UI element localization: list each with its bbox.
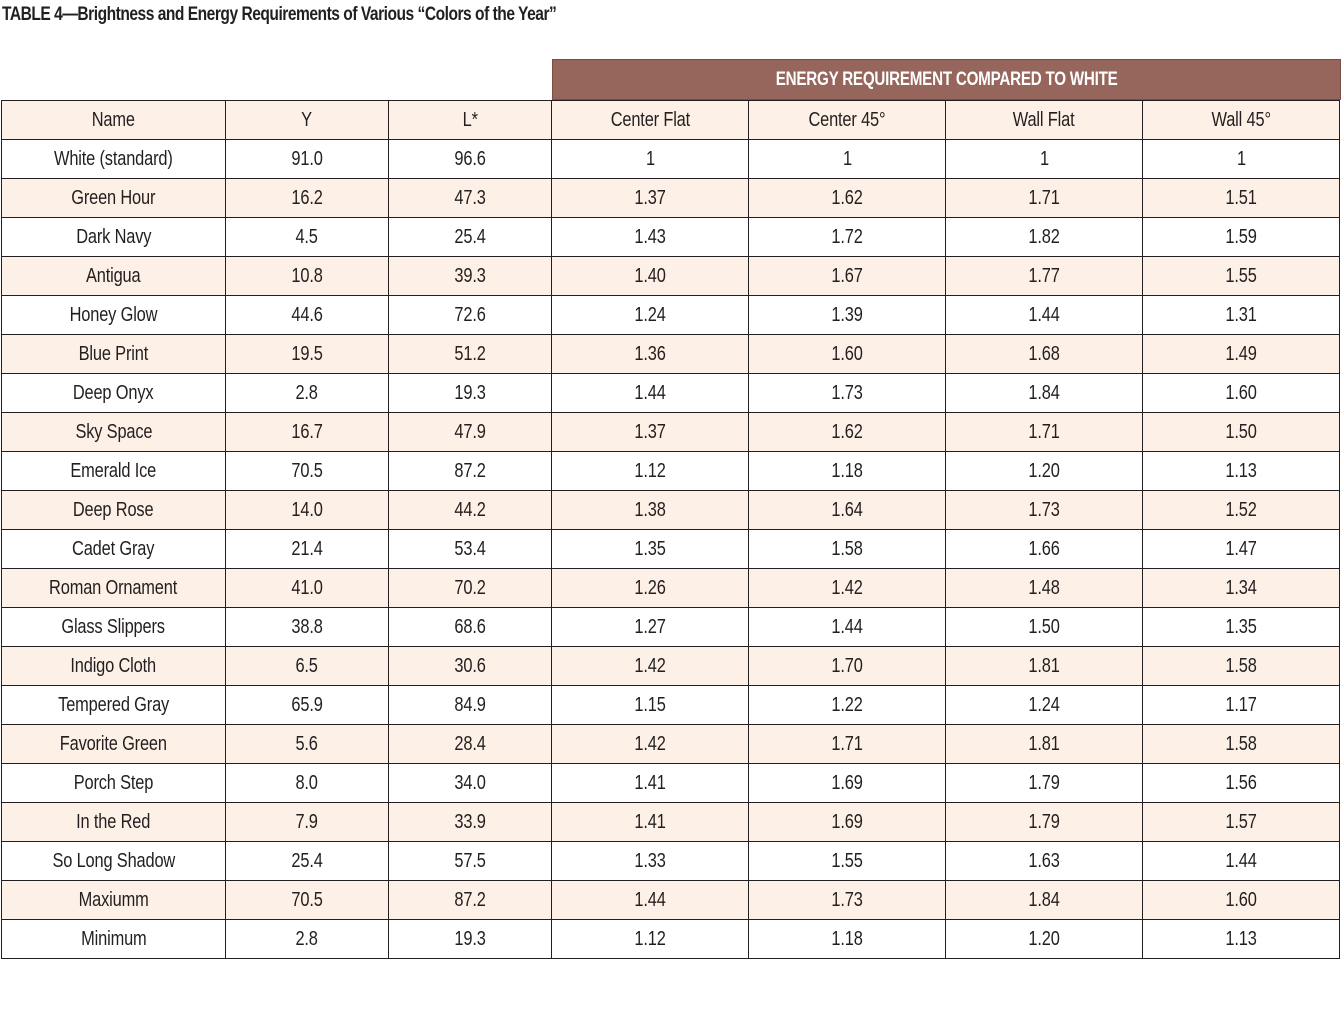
cell-l-star: 47.9 xyxy=(389,413,552,452)
cell-l-star: 53.4 xyxy=(389,530,552,569)
cell-y: 70.5 xyxy=(226,881,389,920)
cell-center-flat: 1.44 xyxy=(552,374,749,413)
column-header-center-flat: Center Flat xyxy=(552,101,749,140)
cell-center-flat: 1.44 xyxy=(552,881,749,920)
cell-wall-flat: 1.71 xyxy=(946,413,1143,452)
cell-y: 14.0 xyxy=(226,491,389,530)
cell-name: Deep Onyx xyxy=(2,374,226,413)
cell-l-star: 39.3 xyxy=(389,257,552,296)
table-row xyxy=(2,569,1340,608)
cell-l-star: 57.5 xyxy=(389,842,552,881)
cell-wall-flat: 1.73 xyxy=(946,491,1143,530)
cell-l-star: 87.2 xyxy=(389,452,552,491)
cell-wall-45: 1.57 xyxy=(1143,803,1340,842)
cell-name: Favorite Green xyxy=(2,725,226,764)
cell-wall-45: 1.60 xyxy=(1143,881,1340,920)
cell-center-45: 1.62 xyxy=(749,179,946,218)
table-row xyxy=(2,764,1340,803)
cell-y: 8.0 xyxy=(226,764,389,803)
cell-l-star: 68.6 xyxy=(389,608,552,647)
cell-name: Glass Slippers xyxy=(2,608,226,647)
cell-center-flat: 1.33 xyxy=(552,842,749,881)
cell-name: Tempered Gray xyxy=(2,686,226,725)
cell-y: 70.5 xyxy=(226,452,389,491)
cell-center-45: 1.73 xyxy=(749,881,946,920)
cell-center-45: 1.44 xyxy=(749,608,946,647)
cell-wall-45: 1.51 xyxy=(1143,179,1340,218)
cell-wall-45: 1.59 xyxy=(1143,218,1340,257)
table-row xyxy=(2,881,1340,920)
cell-wall-flat: 1.77 xyxy=(946,257,1143,296)
cell-name: White (standard) xyxy=(2,140,226,179)
cell-center-flat: 1.41 xyxy=(552,803,749,842)
table-row xyxy=(2,686,1340,725)
table-body xyxy=(2,140,1340,959)
cell-wall-flat: 1.81 xyxy=(946,725,1143,764)
cell-y: 2.8 xyxy=(226,374,389,413)
cell-center-45: 1 xyxy=(749,140,946,179)
cell-l-star: 44.2 xyxy=(389,491,552,530)
cell-center-flat: 1.42 xyxy=(552,725,749,764)
cell-l-star: 28.4 xyxy=(389,725,552,764)
cell-center-flat: 1.43 xyxy=(552,218,749,257)
cell-y: 6.5 xyxy=(226,647,389,686)
cell-center-45: 1.69 xyxy=(749,803,946,842)
cell-center-flat: 1.41 xyxy=(552,764,749,803)
cell-center-45: 1.55 xyxy=(749,842,946,881)
cell-wall-flat: 1.68 xyxy=(946,335,1143,374)
cell-wall-45: 1.52 xyxy=(1143,491,1340,530)
cell-l-star: 87.2 xyxy=(389,881,552,920)
cell-name: So Long Shadow xyxy=(2,842,226,881)
cell-y: 16.7 xyxy=(226,413,389,452)
cell-center-45: 1.64 xyxy=(749,491,946,530)
cell-center-45: 1.18 xyxy=(749,452,946,491)
cell-wall-flat: 1.20 xyxy=(946,920,1143,959)
cell-wall-flat: 1.48 xyxy=(946,569,1143,608)
cell-wall-45: 1.13 xyxy=(1143,452,1340,491)
cell-wall-45: 1.50 xyxy=(1143,413,1340,452)
cell-y: 91.0 xyxy=(226,140,389,179)
column-header-center-45: Center 45° xyxy=(749,101,946,140)
cell-center-flat: 1.12 xyxy=(552,452,749,491)
cell-center-flat: 1.37 xyxy=(552,413,749,452)
cell-wall-45: 1 xyxy=(1143,140,1340,179)
cell-center-45: 1.22 xyxy=(749,686,946,725)
cell-center-45: 1.72 xyxy=(749,218,946,257)
cell-name: Green Hour xyxy=(2,179,226,218)
table-row xyxy=(2,413,1340,452)
table-row xyxy=(2,296,1340,335)
cell-wall-45: 1.31 xyxy=(1143,296,1340,335)
table-row xyxy=(2,374,1340,413)
cell-wall-45: 1.58 xyxy=(1143,725,1340,764)
cell-l-star: 72.6 xyxy=(389,296,552,335)
cell-name: Minimum xyxy=(2,920,226,959)
cell-wall-45: 1.17 xyxy=(1143,686,1340,725)
group-header-label: ENERGY REQUIREMENT COMPARED TO WHITE xyxy=(775,68,1118,90)
cell-y: 2.8 xyxy=(226,920,389,959)
column-header-wall-flat: Wall Flat xyxy=(946,101,1143,140)
cell-center-45: 1.69 xyxy=(749,764,946,803)
cell-name: Indigo Cloth xyxy=(2,647,226,686)
cell-l-star: 19.3 xyxy=(389,920,552,959)
cell-center-45: 1.18 xyxy=(749,920,946,959)
column-header-l-star: L* xyxy=(389,101,552,140)
cell-center-45: 1.42 xyxy=(749,569,946,608)
cell-center-flat: 1.36 xyxy=(552,335,749,374)
cell-wall-45: 1.60 xyxy=(1143,374,1340,413)
table-row xyxy=(2,335,1340,374)
cell-center-45: 1.70 xyxy=(749,647,946,686)
table-row xyxy=(2,179,1340,218)
cell-l-star: 30.6 xyxy=(389,647,552,686)
cell-l-star: 33.9 xyxy=(389,803,552,842)
energy-requirement-group-header xyxy=(552,59,1341,100)
header-row xyxy=(2,101,1340,140)
table-row xyxy=(2,842,1340,881)
cell-wall-flat: 1.79 xyxy=(946,764,1143,803)
cell-wall-flat: 1.24 xyxy=(946,686,1143,725)
cell-wall-flat: 1.20 xyxy=(946,452,1143,491)
cell-wall-45: 1.56 xyxy=(1143,764,1340,803)
cell-wall-45: 1.34 xyxy=(1143,569,1340,608)
cell-name: In the Red xyxy=(2,803,226,842)
cell-wall-flat: 1.79 xyxy=(946,803,1143,842)
cell-name: Maxiumm xyxy=(2,881,226,920)
cell-center-flat: 1.15 xyxy=(552,686,749,725)
cell-center-flat: 1.38 xyxy=(552,491,749,530)
cell-center-45: 1.60 xyxy=(749,335,946,374)
cell-y: 10.8 xyxy=(226,257,389,296)
cell-name: Cadet Gray xyxy=(2,530,226,569)
cell-wall-45: 1.47 xyxy=(1143,530,1340,569)
cell-center-flat: 1.27 xyxy=(552,608,749,647)
cell-wall-flat: 1.66 xyxy=(946,530,1143,569)
cell-center-flat: 1.26 xyxy=(552,569,749,608)
cell-name: Sky Space xyxy=(2,413,226,452)
table-row xyxy=(2,920,1340,959)
table-title: TABLE 4—Brightness and Energy Requirements of Various “Colors of the Year” xyxy=(2,4,557,25)
cell-wall-flat: 1.71 xyxy=(946,179,1143,218)
cell-center-flat: 1.37 xyxy=(552,179,749,218)
column-header-wall-45: Wall 45° xyxy=(1143,101,1340,140)
colors-table xyxy=(1,100,1340,959)
table-row xyxy=(2,218,1340,257)
cell-center-flat: 1.42 xyxy=(552,647,749,686)
cell-center-flat: 1.24 xyxy=(552,296,749,335)
cell-y: 44.6 xyxy=(226,296,389,335)
cell-wall-flat: 1.44 xyxy=(946,296,1143,335)
cell-name: Dark Navy xyxy=(2,218,226,257)
cell-wall-flat: 1.82 xyxy=(946,218,1143,257)
cell-wall-flat: 1.50 xyxy=(946,608,1143,647)
cell-center-flat: 1.35 xyxy=(552,530,749,569)
cell-center-45: 1.67 xyxy=(749,257,946,296)
cell-y: 41.0 xyxy=(226,569,389,608)
cell-name: Porch Step xyxy=(2,764,226,803)
cell-wall-45: 1.44 xyxy=(1143,842,1340,881)
cell-name: Roman Ornament xyxy=(2,569,226,608)
cell-y: 65.9 xyxy=(226,686,389,725)
table-row xyxy=(2,257,1340,296)
cell-center-45: 1.73 xyxy=(749,374,946,413)
table-row xyxy=(2,725,1340,764)
table-row xyxy=(2,608,1340,647)
cell-l-star: 70.2 xyxy=(389,569,552,608)
cell-y: 19.5 xyxy=(226,335,389,374)
table-row xyxy=(2,452,1340,491)
cell-wall-45: 1.49 xyxy=(1143,335,1340,374)
cell-l-star: 25.4 xyxy=(389,218,552,257)
cell-wall-45: 1.35 xyxy=(1143,608,1340,647)
cell-y: 5.6 xyxy=(226,725,389,764)
cell-wall-45: 1.58 xyxy=(1143,647,1340,686)
table-row xyxy=(2,491,1340,530)
cell-y: 25.4 xyxy=(226,842,389,881)
cell-l-star: 34.0 xyxy=(389,764,552,803)
cell-name: Honey Glow xyxy=(2,296,226,335)
cell-l-star: 51.2 xyxy=(389,335,552,374)
table-row xyxy=(2,803,1340,842)
cell-center-flat: 1.12 xyxy=(552,920,749,959)
cell-wall-flat: 1.81 xyxy=(946,647,1143,686)
cell-l-star: 19.3 xyxy=(389,374,552,413)
column-header-y: Y xyxy=(226,101,389,140)
cell-y: 21.4 xyxy=(226,530,389,569)
cell-wall-flat: 1.84 xyxy=(946,881,1143,920)
cell-center-flat: 1.40 xyxy=(552,257,749,296)
cell-y: 16.2 xyxy=(226,179,389,218)
cell-l-star: 47.3 xyxy=(389,179,552,218)
cell-wall-flat: 1 xyxy=(946,140,1143,179)
cell-wall-45: 1.55 xyxy=(1143,257,1340,296)
cell-y: 7.9 xyxy=(226,803,389,842)
column-header-name: Name xyxy=(2,101,226,140)
cell-name: Blue Print xyxy=(2,335,226,374)
cell-wall-45: 1.13 xyxy=(1143,920,1340,959)
cell-name: Deep Rose xyxy=(2,491,226,530)
cell-y: 4.5 xyxy=(226,218,389,257)
cell-center-45: 1.62 xyxy=(749,413,946,452)
cell-l-star: 84.9 xyxy=(389,686,552,725)
table-row xyxy=(2,530,1340,569)
cell-name: Emerald Ice xyxy=(2,452,226,491)
cell-center-45: 1.58 xyxy=(749,530,946,569)
cell-center-flat: 1 xyxy=(552,140,749,179)
cell-y: 38.8 xyxy=(226,608,389,647)
cell-name: Antigua xyxy=(2,257,226,296)
cell-wall-flat: 1.84 xyxy=(946,374,1143,413)
cell-center-45: 1.39 xyxy=(749,296,946,335)
table-row xyxy=(2,647,1340,686)
cell-center-45: 1.71 xyxy=(749,725,946,764)
cell-wall-flat: 1.63 xyxy=(946,842,1143,881)
cell-l-star: 96.6 xyxy=(389,140,552,179)
table-row xyxy=(2,140,1340,179)
